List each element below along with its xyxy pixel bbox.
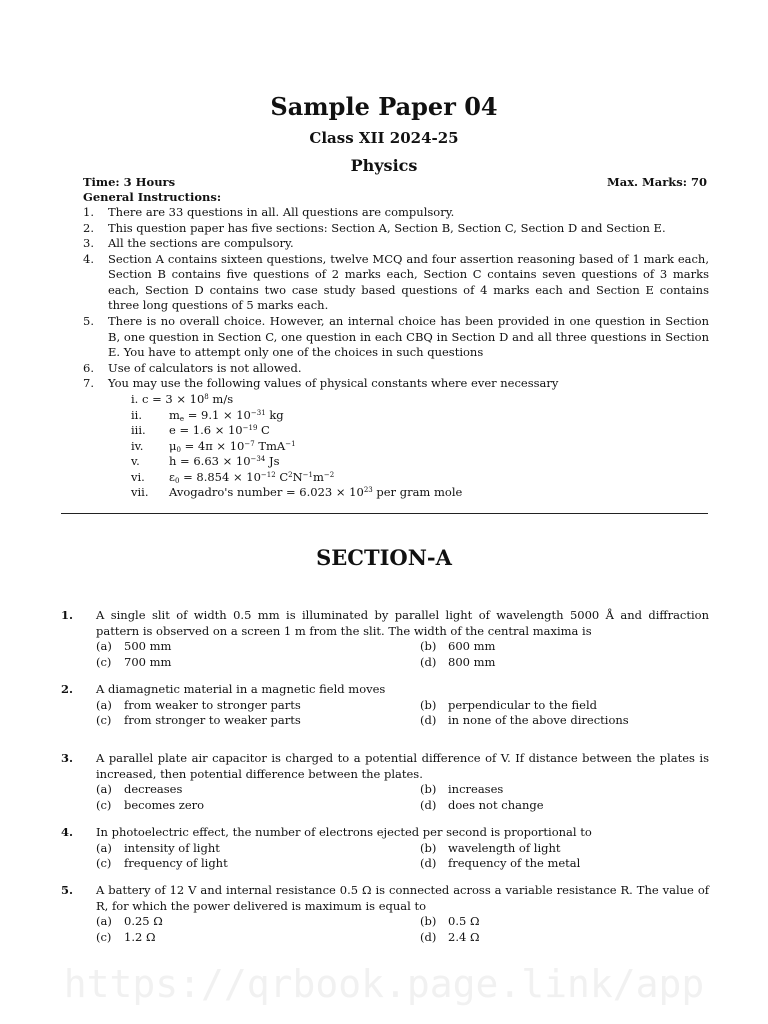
question-number: 3.	[61, 751, 74, 765]
instruction-item	[83, 236, 709, 252]
question-text: A diamagnetic material in a magnetic field moves	[96, 682, 386, 696]
constant-value: $\mu_0 = 4\pi \times 10^{-7}$ TmA$^{-1}$	[169, 438, 296, 454]
option-d[interactable]: (d) does not change	[420, 797, 544, 812]
constant-number: ii.	[131, 407, 143, 422]
option-c[interactable]: (c) 1.2 Ω	[96, 929, 156, 944]
option-c[interactable]: (c) becomes zero	[96, 797, 205, 812]
constant-value: $e = 1.6 \times 10^{-19}$ C	[169, 423, 270, 437]
question-text: A parallel plate air capacitor is charged to a potential difference of V. If distance between the plates is increased, then potential difference between the plates.	[96, 751, 709, 781]
instruction-number: 6.	[83, 360, 94, 375]
question-text: A battery of 12 V and internal resistance 0.5 Ω is connected across a variable resistance R. The value of R, for which the power delivered is maximum is equal to	[96, 883, 709, 913]
option-a[interactable]: (a) intensity of light	[96, 840, 220, 855]
constant-number: iii.	[131, 423, 146, 437]
option-d[interactable]: (d) frequency of the metal	[420, 856, 581, 870]
constant-number: i.	[131, 392, 139, 406]
instruction-item	[83, 361, 709, 377]
paper-title: Sample Paper 04	[270, 92, 498, 121]
question-item	[61, 682, 709, 698]
option-a[interactable]: (a) 0.25 Ω	[96, 914, 163, 928]
instruction-item	[83, 376, 709, 392]
instruction-item	[83, 205, 709, 221]
question-item	[61, 825, 709, 841]
instruction-number: 5.	[83, 314, 94, 328]
option-b[interactable]: (b) increases	[420, 782, 504, 796]
question-item	[61, 751, 709, 782]
instruction-text: There is no overall choice. However, an internal choice has been provided in one question in Section B, one question in Section C, one question in each CBQ in Section D and all three questions in Section E. You have to attempt only one of the choices in such questions	[108, 314, 709, 359]
option-b[interactable]: (b) 600 mm	[420, 639, 496, 653]
option-d[interactable]: (d) in none of the above directions	[420, 713, 629, 727]
watermark-url: https://qrbook.page.link/app	[63, 962, 705, 1006]
question-text: A single slit of width 0.5 mm is illuminated by parallel light of wavelength 5000 Å and diffraction pattern is observed on a screen 1 m from the slit. The width of the central maxima is	[96, 608, 709, 638]
instruction-number: 3.	[83, 236, 94, 250]
option-d[interactable]: (d) 800 mm	[420, 654, 496, 669]
question-item	[61, 608, 709, 639]
constant-number: vi.	[131, 469, 145, 484]
constant-number: v.	[131, 454, 140, 468]
question-text: In photoelectric effect, the number of electrons ejected per second is proportional to	[96, 825, 592, 839]
option-a[interactable]: (a) 500 mm	[96, 639, 172, 653]
option-b[interactable]: (b) 0.5 Ω	[420, 914, 480, 928]
constant-value: Avogadro's number = $6.023 \times 10^{23}$ per gram mole	[169, 485, 463, 499]
question-number: 4.	[61, 825, 74, 839]
constant-value: $h = 6.63 \times 10^{-34}$ Js	[169, 454, 280, 468]
option-c[interactable]: (c) 700 mm	[96, 654, 172, 669]
question-number: 1.	[61, 608, 74, 622]
option-a[interactable]: (a) from weaker to stronger parts	[96, 697, 301, 712]
instructions-heading: General Instructions:	[83, 190, 222, 204]
constant-value: $m_e = 9.1 \times 10^{-31}$ kg	[169, 407, 284, 423]
constant-item	[131, 392, 233, 408]
option-b[interactable]: (b) perpendicular to the field	[420, 697, 598, 712]
option-d[interactable]: (d) 2.4 Ω	[420, 929, 480, 944]
instruction-number: 4.	[83, 251, 94, 266]
question-number: 2.	[61, 682, 74, 696]
class-line: Class XII 2024-25	[309, 129, 459, 147]
divider-line	[61, 513, 708, 514]
constant-number: vii.	[131, 485, 149, 499]
instruction-text: All the sections are compulsory.	[108, 236, 294, 250]
time-label: Time: 3 Hours	[83, 175, 176, 189]
section-title: SECTION-A	[316, 545, 452, 570]
subject-title: Physics	[350, 156, 418, 175]
option-a[interactable]: (a) decreases	[96, 782, 183, 796]
instruction-item	[83, 221, 709, 237]
option-b[interactable]: (b) wavelength of light	[420, 840, 561, 855]
instruction-number: 1.	[83, 205, 94, 219]
instruction-text: Section A contains sixteen questions, twelve MCQ and four assertion reasoning based of 1 mark each, Section B contains five questions of 2 marks each, Section C contains seven questions of 3 marks each, Section D contains two case study based questions of 4 marks each and Section E contains three long questions of 5 marks each.	[108, 251, 709, 312]
instruction-text: You may use the following values of physical constants where ever necessary	[108, 376, 559, 390]
max-marks-label: Max. Marks: 70	[607, 175, 707, 189]
option-c[interactable]: (c) frequency of light	[96, 856, 228, 870]
question-item	[61, 883, 709, 914]
instruction-text: Use of calculators is not allowed.	[108, 360, 302, 375]
constant-value: $\varepsilon_0 = 8.854 \times 10^{-12}$ $C^2N^{-1}m^{-2}$	[169, 469, 335, 485]
instruction-text: This question paper has five sections: Section A, Section B, Section C, Section D and Section E.	[108, 220, 666, 235]
question-number: 5.	[61, 883, 74, 897]
constant-number: iv.	[131, 438, 144, 453]
instruction-item	[83, 314, 709, 361]
instruction-item	[83, 252, 709, 314]
instruction-text: There are 33 questions in all. All questions are compulsory.	[108, 205, 455, 219]
option-c[interactable]: (c) from stronger to weaker parts	[96, 713, 301, 727]
instruction-number: 7.	[83, 376, 94, 390]
constant-value: $c = 3 \times 10^8$ m/s	[142, 392, 234, 406]
instruction-number: 2.	[83, 220, 94, 235]
